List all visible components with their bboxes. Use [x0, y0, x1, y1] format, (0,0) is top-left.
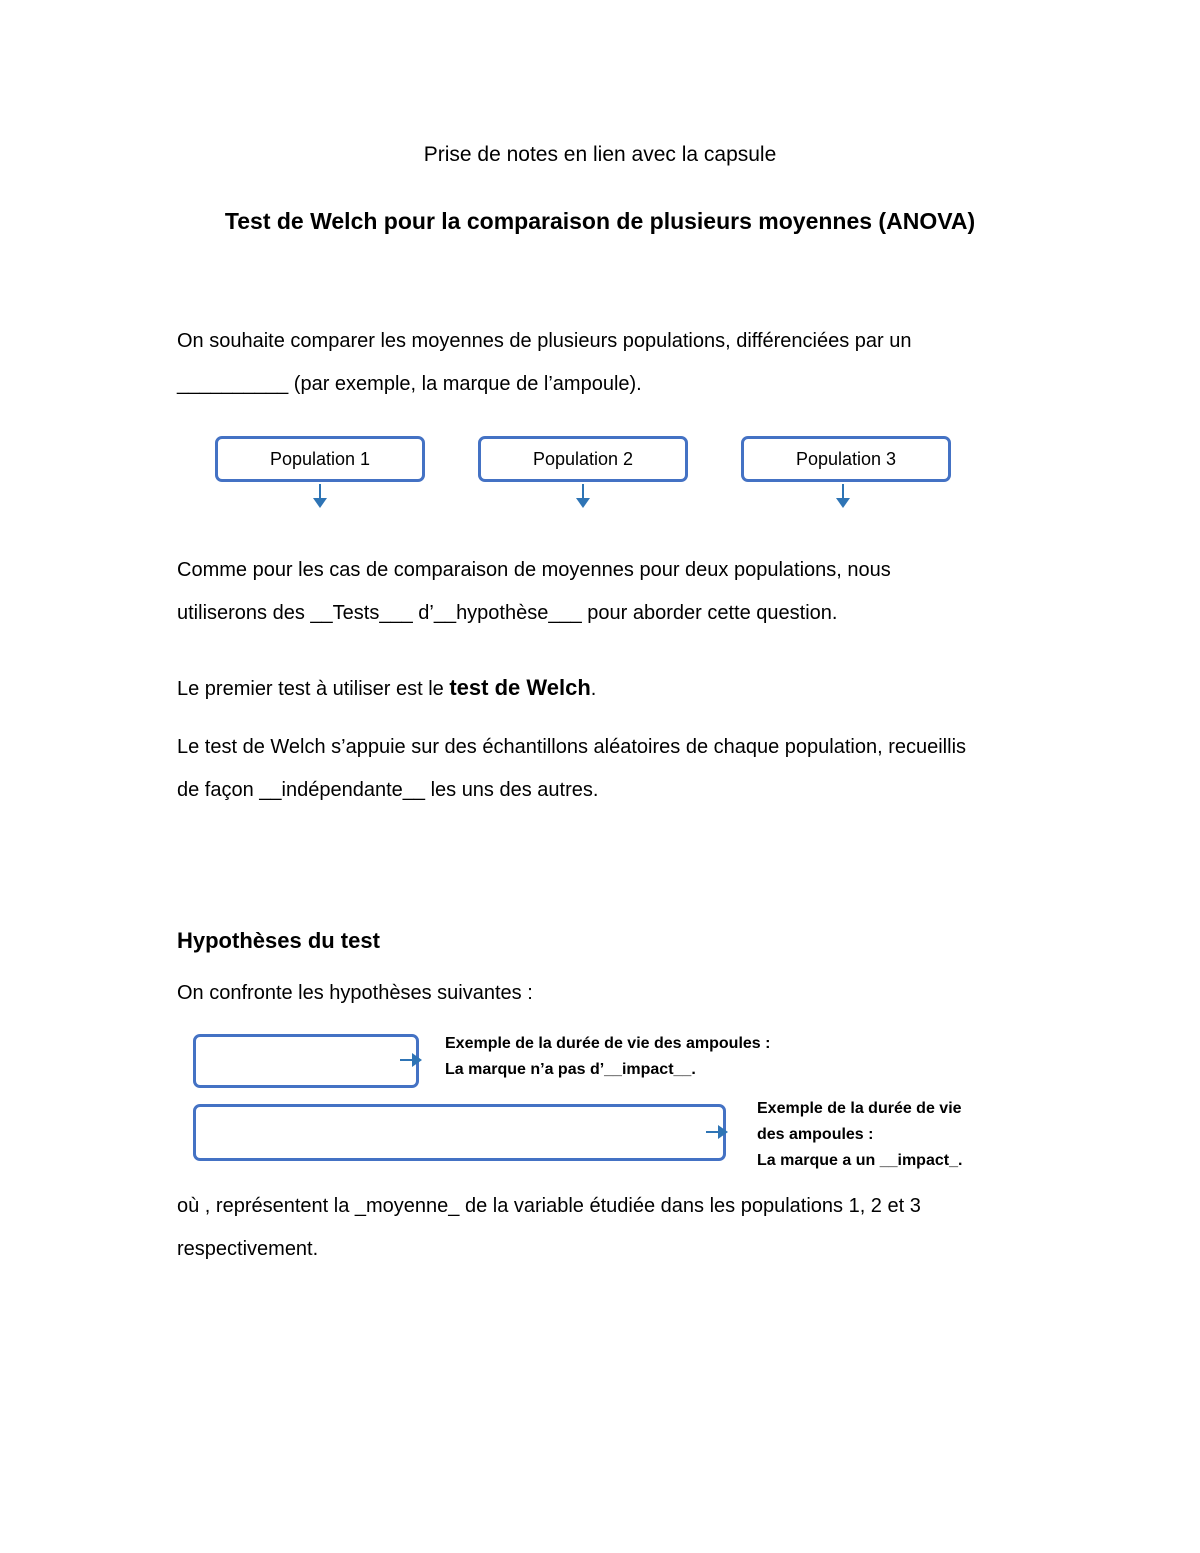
comparison-line-2: utiliserons des __Tests___ d’__hypothèse___ pour aborder cette question. [177, 602, 838, 624]
hypotheses-heading: Hypothèses du test [177, 928, 380, 953]
population-2-label: Population 2 [532, 448, 634, 469]
population-1-label: Population 1 [269, 448, 371, 469]
h1-arrow-icon [706, 1131, 722, 1133]
population-3-box [741, 436, 951, 482]
first-test-name: test de Welch [449, 675, 591, 700]
comparison-line-1: Comme pour les cas de comparaison de moyennes pour deux populations, nous [177, 559, 891, 581]
h0-arrow-icon [400, 1059, 416, 1061]
h0-answer-box [193, 1034, 419, 1088]
population-3-label: Population 3 [795, 448, 897, 469]
document-title: Test de Welch pour la comparaison de plusieurs moyennes (ANOVA) [224, 208, 976, 234]
closing-paragraph [177, 1185, 1027, 1271]
h1-note-line-2: des ampoules : [757, 1126, 874, 1143]
h0-example-note [445, 1031, 770, 1083]
intro-line-1: On souhaite comparer les moyennes de plusieurs populations, différenciées par un [177, 330, 912, 352]
welch-description-line-1: Le test de Welch s’appuie sur des échantillons aléatoires de chaque population, recueillis [177, 736, 967, 758]
h1-answer-box [193, 1104, 726, 1161]
h0-note-line-2: La marque n’a pas d’__impact__. [445, 1061, 696, 1078]
intro-paragraph [177, 320, 1037, 406]
h1-note-line-1: Exemple de la durée de vie [757, 1100, 962, 1117]
h0-note-line-1: Exemple de la durée de vie des ampoules : [445, 1035, 771, 1052]
intro-line-2: __________ (par exemple, la marque de l’ampoule). [177, 373, 642, 395]
comparison-paragraph [177, 549, 1037, 635]
closing-line-1: où , représentent la _moyenne_ de la variable étudiée dans les populations 1, 2 et 3 [177, 1195, 921, 1217]
population-1-box [215, 436, 425, 482]
first-test-suffix: . [590, 678, 597, 700]
h1-note-line-3: La marque a un __impact_. [757, 1152, 963, 1169]
first-test-prefix: Le premier test à utiliser est le [177, 678, 450, 700]
closing-line-2: respectivement. [177, 1238, 319, 1260]
population-1-arrow-icon [319, 484, 321, 500]
population-3-arrow-icon [842, 484, 844, 500]
population-2-box [478, 436, 688, 482]
welch-description-line-2: de façon __indépendante__ les uns des autres. [177, 779, 599, 801]
first-test-paragraph [177, 666, 1037, 711]
welch-description-paragraph [177, 726, 1037, 812]
population-2-arrow-icon [582, 484, 584, 500]
h1-example-note [757, 1096, 962, 1174]
document-subtitle: Prise de notes en lien avec la capsule [423, 143, 777, 166]
hypotheses-intro: On confronte les hypothèses suivantes : [177, 982, 533, 1004]
